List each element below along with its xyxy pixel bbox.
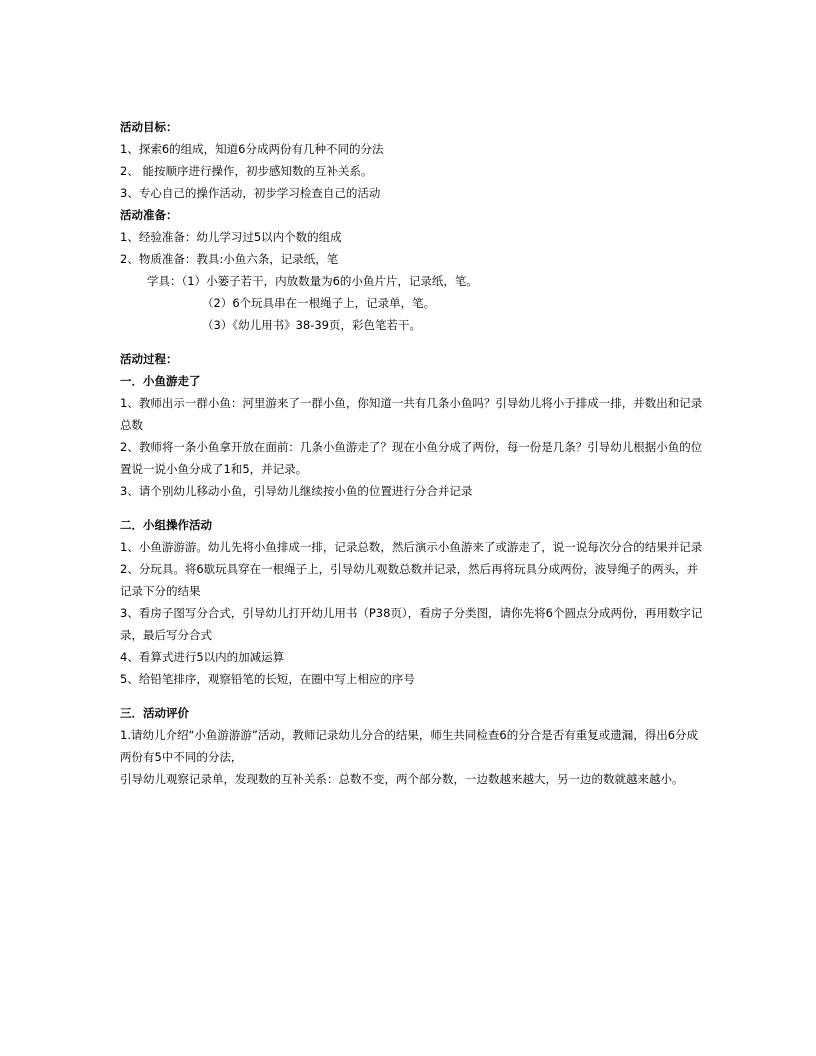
process-part1-item-2: 2、教师将一条小鱼拿开放在面前：几条小鱼游走了？现在小鱼分成了两份，每一份是几条？引导幼儿根据小鱼的位置说一说小鱼分成了1和5，并记录。 — [120, 440, 703, 476]
process-part1-item-3: 3、请个别幼儿移动小鱼，引导幼儿继续按小鱼的位置进行分合并记录 — [120, 484, 473, 498]
subsection-heading-3: 三．活动评价 — [120, 706, 189, 720]
spacer — [120, 336, 706, 348]
prep-tools-2: （2）6个玩具串在一根绳子上，记录单，笔。 — [202, 296, 436, 310]
section-heading-prep: 活动准备： — [120, 208, 178, 222]
spacer — [120, 502, 706, 514]
prep-item-2: 2、物质准备：教具:小鱼六条，记录纸，笔 — [120, 252, 339, 266]
process-part2-item-5: 5、给铅笔排序，观察铅笔的长短，在圈中写上相应的序号 — [120, 672, 415, 686]
section-heading-process: 活动过程： — [120, 352, 178, 366]
subsection-heading-1: 一．小鱼游走了 — [120, 374, 201, 388]
prep-tools-1: 学具：（1）小篓子若干，内放数量为6的小鱼片片，记录纸，笔。 — [147, 274, 478, 288]
process-part2-item-2: 2、分玩具。将6歇玩具穿在一根绳子上，引导幼儿观数总数并记录，然后再将玩具分成两份，波导绳子的两头，并记录下分的结果 — [120, 562, 699, 598]
process-part1-item-1: 1、教师出示一群小鱼：河里游来了一群小鱼，你知道一共有几条小鱼吗？引导幼儿将小于排成一排，并数出和记录总数 — [120, 396, 703, 432]
process-part2-item-3: 3、看房子图写分合式，引导幼儿打开幼儿用书（P38页），看房子分类图，请你先将6个圆点分成两份，再用数字记录，最后写分合式 — [120, 606, 703, 642]
document-content — [120, 116, 706, 790]
prep-item-1: 1、经验准备：幼儿学习过5以内个数的组成 — [120, 230, 342, 244]
subsection-heading-2: 二．小组操作活动 — [120, 518, 212, 532]
section-heading-goals: 活动目标： — [120, 120, 178, 134]
goal-item-2: 2、 能按顺序进行操作，初步感知数的互补关系。 — [120, 164, 373, 178]
spacer — [120, 690, 706, 702]
prep-tools-3: （3）《幼儿用书》38-39页，彩色笔若干。 — [202, 318, 421, 332]
process-part2-item-1: 1、小鱼游游游。幼儿先将小鱼排成一排，记录总数，然后演示小鱼游来了或游走了，说一说每次分合的结果并记录 — [120, 540, 703, 554]
process-part3-item-2: 引导幼儿观察记录单，发现数的互补关系：总数不变，两个部分数，一边数越来越大，另一边的数就越来越小。 — [120, 772, 684, 786]
process-part3-item-1: 1.请幼儿介绍“小鱼游游游”活动，教师记录幼儿分合的结果，师生共同检查6的分合是否有重复或遗漏，得出6分成两份有5中不同的分法， — [120, 728, 699, 764]
process-part2-item-4: 4、看算式进行5以内的加减运算 — [120, 650, 285, 664]
goal-item-1: 1、探索6的组成，知道6分成两份有几种不同的分法 — [120, 142, 384, 156]
goal-item-3: 3、专心自己的操作活动，初步学习检查自己的活动 — [120, 186, 381, 200]
